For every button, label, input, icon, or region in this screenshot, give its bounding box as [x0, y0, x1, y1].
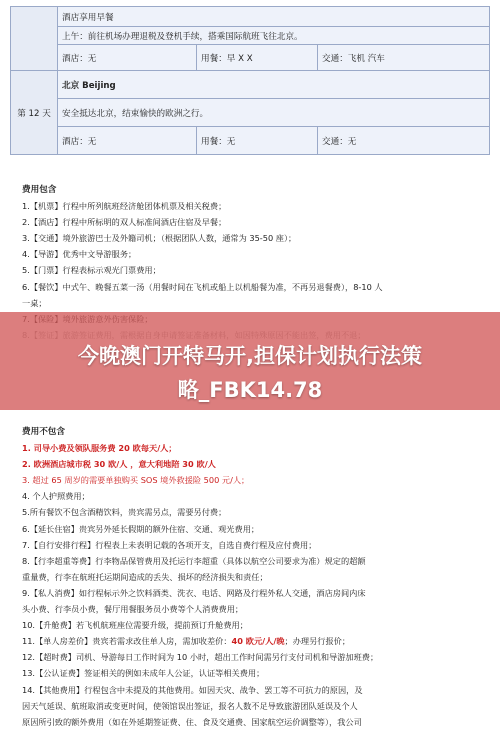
- itinerary-title: 酒店享用早餐: [62, 12, 114, 23]
- list-item: 3. 超过 65 周岁的需要单独购买 SOS 境外救援险 500 元/人；: [22, 475, 250, 486]
- single-room-price: 40 欧元/人/晚: [231, 636, 285, 647]
- itinerary-table: [10, 6, 490, 155]
- hotel-cell: 酒店：无: [58, 45, 197, 71]
- transport-cell: 交通：无: [318, 127, 490, 155]
- headline-banner: [0, 312, 500, 410]
- itinerary-title: 北京 Beijing: [58, 71, 490, 99]
- list-item: 4.【导游】优秀中文导游服务；: [22, 249, 137, 260]
- day-cell-empty: [11, 7, 58, 71]
- list-item: 7.【自行安排行程】行程表上未表明记载的各项开支，自选自费行程及应付费用；: [22, 539, 317, 550]
- list-item: 4. 个人护照费用；: [22, 491, 90, 502]
- list-item: [22, 633, 378, 649]
- list-item: 5.【门票】行程表标示观光门票费用；: [22, 265, 161, 276]
- list-item: 一桌；: [22, 297, 47, 308]
- itinerary-row: [11, 7, 490, 27]
- itinerary-row: [11, 127, 490, 155]
- list-item: 6.【餐饮】中式午、晚餐五菜一汤（用餐时间在飞机或船上以机船餐为准，不再另退餐费），8-10 人: [22, 281, 383, 292]
- list-item: 1. 司导小费及领队服务费 20 欧每天/人；: [22, 443, 177, 454]
- list-item: 14.【其他费用】行程包含中未提及的其他费用。如因天灾、战争、罢工等不可抗力的原因，及: [22, 684, 363, 695]
- section-heading: 费用不包含: [22, 427, 65, 437]
- itinerary-desc: 安全抵达北京，结束愉快的欧洲之行。: [58, 99, 490, 127]
- list-item: 10.【升舱费】若飞机航班座位需要升级，提前预订升舱费用；: [22, 620, 248, 631]
- list-item: 3.【交通】境外旅游巴士及外籍司机；（根据团队人数，通常为 35-50 座）；: [22, 233, 297, 244]
- list-item: 5.所有餐饮不包含酒精饮料，贵宾需另点，需要另付费；: [22, 507, 227, 518]
- list-item: 2. 欧洲酒店城市税 30 欧/人 ，意大利地陪 30 欧/人: [22, 459, 216, 470]
- list-item-text: 11.【单人房差价】贵宾若需求改住单人房，需加收差价：: [22, 636, 232, 647]
- meal-cell: 用餐：早 X X: [197, 45, 318, 71]
- itinerary-row: [11, 99, 490, 127]
- hotel-cell: 酒店：无: [58, 127, 197, 155]
- headline-line-2: 略_FBK14.78: [177, 378, 323, 402]
- itinerary-row: [11, 27, 490, 45]
- list-item: 1.【机票】行程中所列航班经济舱团体机票及相关税费；: [22, 201, 227, 212]
- itinerary-detail: [58, 7, 490, 27]
- list-item: 重量费，行李在航班托运期间造成的丢失、损坏的经济损失和责任；: [22, 571, 268, 582]
- list-item: 原因所引致的额外费用（如在外延期签证费、住、食及交通费、国家航空运价调整等），我公司: [22, 716, 362, 727]
- itinerary-row: [11, 71, 490, 99]
- itinerary-row: [11, 45, 490, 71]
- list-item-suffix: ；办理另行报价；: [284, 636, 351, 647]
- list-item: 6.【延长住宿】贵宾另外延长假期的额外住宿、交通、观光费用；: [22, 523, 260, 534]
- list-item: 2.【酒店】行程中所标明的双人标准间酒店住宿及早餐；: [22, 217, 227, 228]
- list-item: 9.【私人消费】如行程标示外之饮料酒类、洗衣、电话、网路及行程外私人交通，酒店房间内床: [22, 587, 366, 598]
- fee-excluded-section: [22, 424, 378, 730]
- list-item: 8.【行李超重等费】行李物品保管费用及托运行李超重（具体以航空公司要求为准）规定的超额: [22, 555, 366, 566]
- section-heading: 费用包含: [22, 185, 57, 195]
- headline-line-1: 今晚澳门开特马开,担保计划执行法策: [78, 344, 422, 368]
- list-item: 12.【超时费】司机、导游每日工作时间为 10 小时，超出工作时间需另行支付司机和导游加班费；: [22, 652, 379, 663]
- list-item: 13.【公认证费】签证相关的例如未成年人公证，认证等相关费用；: [22, 668, 265, 679]
- day-cell: 第 12 天: [11, 71, 58, 155]
- list-item: 头小费、行李员小费，餐厅用餐服务员小费等个人消费费用；: [22, 604, 244, 615]
- transport-cell: 交通：飞机 汽车: [318, 45, 490, 71]
- list-item: 因天气延误、航班取消或变更时间，使领馆误出签证，报名人数不足导致旅游团队延误及个人: [22, 700, 358, 711]
- meal-cell: 用餐：无: [197, 127, 318, 155]
- itinerary-desc: 上午：前往机场办理退税及登机手续，搭乘国际航班飞往北京。: [58, 27, 490, 45]
